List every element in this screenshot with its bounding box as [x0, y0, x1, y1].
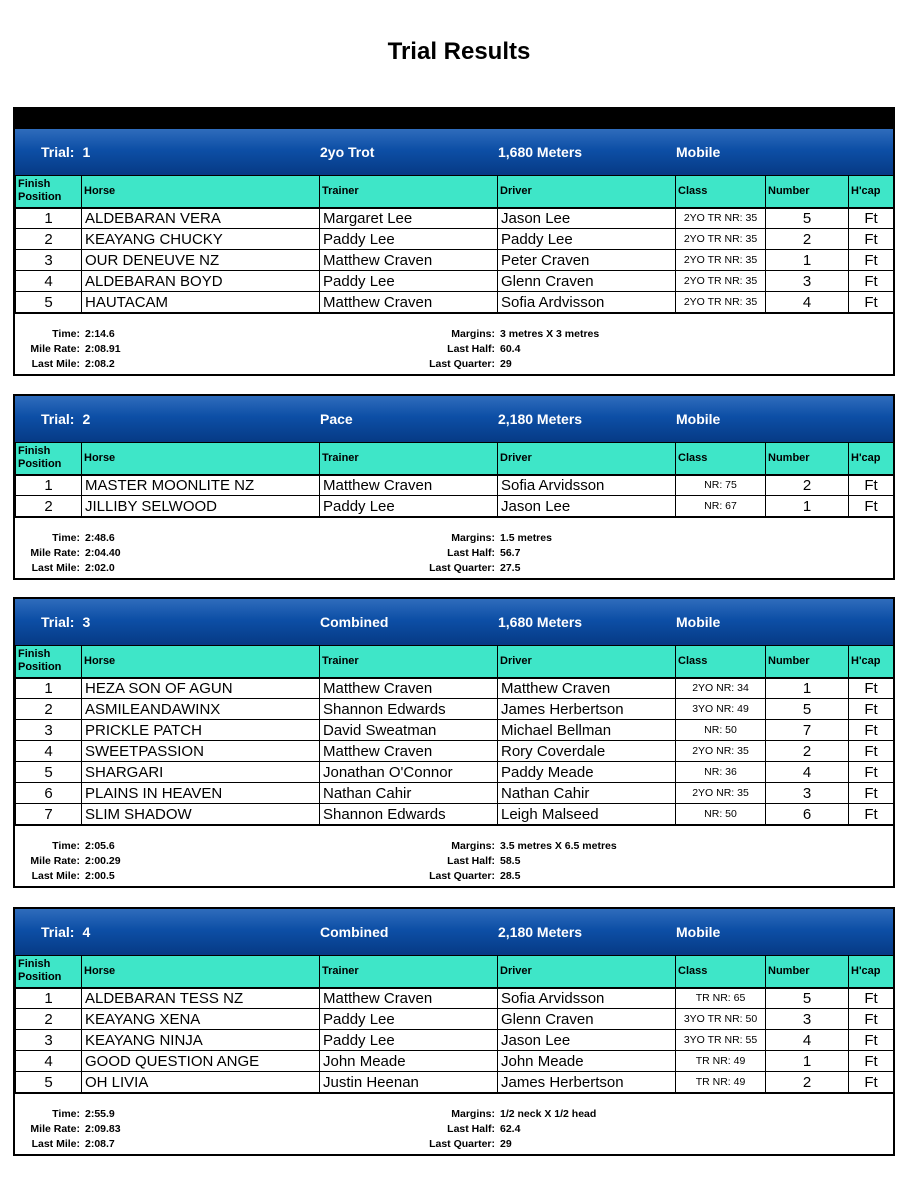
cell-class: NR: 75: [676, 475, 766, 496]
trial-section: [13, 907, 895, 1156]
cell-horse: JILLIBY SELWOOD: [82, 496, 320, 517]
stat-mile-rate-value: 2:09.83: [85, 1123, 121, 1135]
col-finish-position: Finish Position: [16, 443, 82, 475]
cell-class: NR: 36: [676, 762, 766, 783]
cell-class: TR NR: 65: [676, 988, 766, 1009]
cell-hcap: Ft: [849, 496, 894, 517]
cell-horse: ALDEBARAN BOYD: [82, 271, 320, 292]
trial-distance: 1,680 Meters: [498, 614, 583, 630]
cell-class: TR NR: 49: [676, 1051, 766, 1072]
trial-type: Pace: [320, 411, 353, 427]
cell-class: 2YO TR NR: 35: [676, 208, 766, 229]
trial-header: [15, 599, 893, 645]
stat-last-mile-label: Last Mile:: [31, 358, 80, 370]
col-number: Number: [766, 956, 849, 988]
cell-trainer: Matthew Craven: [320, 988, 498, 1009]
results-table: [15, 175, 894, 313]
col-number: Number: [766, 443, 849, 475]
stat-time: [21, 532, 115, 544]
cell-position: 1: [16, 475, 82, 496]
cell-trainer: Matthew Craven: [320, 741, 498, 762]
cell-driver: Paddy Lee: [498, 229, 676, 250]
col-number: Number: [766, 646, 849, 678]
table-row: [16, 762, 894, 783]
stat-last-half-value: 58.5: [500, 855, 521, 867]
cell-class: 2YO NR: 34: [676, 678, 766, 699]
cell-trainer: Paddy Lee: [320, 229, 498, 250]
col-horse: Horse: [82, 443, 320, 475]
cell-position: 4: [16, 741, 82, 762]
table-row: [16, 741, 894, 762]
stat-mile-rate-label: Mile Rate:: [30, 343, 80, 355]
stat-last-mile: [21, 870, 115, 882]
stat-last-quarter-value: 29: [500, 358, 512, 370]
col-horse: Horse: [82, 956, 320, 988]
col-trainer: Trainer: [320, 956, 498, 988]
cell-trainer: Paddy Lee: [320, 1009, 498, 1030]
stat-time-label: Time:: [52, 328, 80, 340]
cell-trainer: Matthew Craven: [320, 250, 498, 271]
col-hcap: H'cap: [849, 956, 894, 988]
table-header-row: [16, 956, 894, 988]
stat-margins-label: Margins:: [451, 1108, 495, 1120]
table-row: [16, 1009, 894, 1030]
cell-trainer: Nathan Cahir: [320, 783, 498, 804]
cell-hcap: Ft: [849, 804, 894, 825]
stat-time: [21, 840, 115, 852]
stat-last-quarter-label: Last Quarter:: [429, 870, 495, 882]
cell-hcap: Ft: [849, 720, 894, 741]
stat-last-quarter-label: Last Quarter:: [429, 562, 495, 574]
cell-hcap: Ft: [849, 229, 894, 250]
table-row: [16, 783, 894, 804]
cell-trainer: Matthew Craven: [320, 292, 498, 313]
cell-horse: GOOD QUESTION ANGE: [82, 1051, 320, 1072]
stat-margins: [395, 840, 617, 852]
cell-hcap: Ft: [849, 741, 894, 762]
cell-position: 3: [16, 1030, 82, 1051]
trial-distance: 1,680 Meters: [498, 144, 583, 160]
cell-driver: Nathan Cahir: [498, 783, 676, 804]
cell-number: 4: [766, 762, 849, 783]
cell-driver: John Meade: [498, 1051, 676, 1072]
cell-driver: Jason Lee: [498, 208, 676, 229]
trial-stats: [15, 1093, 893, 1154]
trial-stats: [15, 313, 893, 374]
cell-driver: Jason Lee: [498, 496, 676, 517]
cell-driver: Glenn Craven: [498, 271, 676, 292]
cell-trainer: Shannon Edwards: [320, 804, 498, 825]
stat-mile-rate-label: Mile Rate:: [30, 547, 80, 559]
stat-last-half-value: 56.7: [500, 547, 521, 559]
trial-start: Mobile: [676, 614, 721, 630]
trial-section: [13, 394, 895, 580]
table-row: [16, 292, 894, 313]
trial-header: [15, 129, 893, 175]
cell-number: 6: [766, 804, 849, 825]
cell-hcap: Ft: [849, 475, 894, 496]
stat-mile-rate-value: 2:00.29: [85, 855, 121, 867]
cell-hcap: Ft: [849, 783, 894, 804]
trial-header: [15, 396, 893, 442]
stat-time-value: 2:48.6: [85, 532, 115, 544]
cell-hcap: Ft: [849, 250, 894, 271]
cell-horse: OUR DENEUVE NZ: [82, 250, 320, 271]
cell-position: 2: [16, 229, 82, 250]
top-black-bar: [13, 107, 895, 129]
cell-position: 1: [16, 678, 82, 699]
col-horse: Horse: [82, 646, 320, 678]
trial-distance: 2,180 Meters: [498, 411, 583, 427]
page-title: Trial Results: [387, 38, 531, 65]
trial-type: 2yo Trot: [320, 144, 375, 160]
stat-last-mile-value: 2:08.7: [85, 1138, 115, 1150]
stat-last-half: [395, 855, 520, 867]
stat-last-half-label: Last Half:: [447, 343, 495, 355]
cell-class: NR: 50: [676, 804, 766, 825]
cell-horse: MASTER MOONLITE NZ: [82, 475, 320, 496]
stat-time-label: Time:: [52, 532, 80, 544]
table-row: [16, 678, 894, 699]
cell-trainer: Paddy Lee: [320, 271, 498, 292]
stat-last-half: [395, 1123, 520, 1135]
cell-hcap: Ft: [849, 988, 894, 1009]
cell-driver: Sofia Ardvisson: [498, 292, 676, 313]
stat-last-quarter-value: 27.5: [500, 562, 521, 574]
trial-start: Mobile: [676, 144, 721, 160]
cell-class: 2YO TR NR: 35: [676, 229, 766, 250]
table-header-row: [16, 646, 894, 678]
cell-position: 1: [16, 208, 82, 229]
cell-trainer: Shannon Edwards: [320, 699, 498, 720]
cell-hcap: Ft: [849, 1072, 894, 1093]
col-driver: Driver: [498, 176, 676, 208]
cell-number: 5: [766, 208, 849, 229]
col-finish-position: Finish Position: [16, 956, 82, 988]
col-hcap: H'cap: [849, 646, 894, 678]
trial-section: [13, 127, 895, 376]
cell-trainer: Jonathan O'Connor: [320, 762, 498, 783]
results-table: [15, 442, 894, 517]
col-driver: Driver: [498, 646, 676, 678]
cell-number: 1: [766, 1051, 849, 1072]
table-row: [16, 271, 894, 292]
table-header-row: [16, 176, 894, 208]
cell-horse: HAUTACAM: [82, 292, 320, 313]
col-trainer: Trainer: [320, 646, 498, 678]
cell-trainer: Matthew Craven: [320, 678, 498, 699]
cell-horse: ALDEBARAN TESS NZ: [82, 988, 320, 1009]
cell-hcap: Ft: [849, 1030, 894, 1051]
trial-stats: [15, 517, 893, 578]
stat-time-value: 2:05.6: [85, 840, 115, 852]
cell-number: 5: [766, 988, 849, 1009]
cell-driver: Rory Coverdale: [498, 741, 676, 762]
trial-number: 2: [82, 411, 91, 427]
stat-last-quarter-label: Last Quarter:: [429, 1138, 495, 1150]
stat-margins-value: 3.5 metres X 6.5 metres: [500, 840, 617, 852]
cell-position: 3: [16, 250, 82, 271]
col-class: Class: [676, 443, 766, 475]
cell-number: 1: [766, 250, 849, 271]
table-row: [16, 1030, 894, 1051]
stat-mile-rate: [21, 547, 121, 559]
trial-stats: [15, 825, 893, 886]
table-row: [16, 208, 894, 229]
table-row: [16, 496, 894, 517]
cell-number: 2: [766, 475, 849, 496]
cell-hcap: Ft: [849, 678, 894, 699]
cell-hcap: Ft: [849, 1051, 894, 1072]
stat-last-quarter: [395, 870, 520, 882]
cell-trainer: Margaret Lee: [320, 208, 498, 229]
cell-driver: Matthew Craven: [498, 678, 676, 699]
stat-last-mile: [21, 562, 115, 574]
table-row: [16, 250, 894, 271]
cell-driver: Jason Lee: [498, 1030, 676, 1051]
table-row: [16, 988, 894, 1009]
col-horse: Horse: [82, 176, 320, 208]
cell-position: 4: [16, 271, 82, 292]
trial-number: 1: [82, 144, 91, 160]
col-class: Class: [676, 646, 766, 678]
cell-horse: KEAYANG NINJA: [82, 1030, 320, 1051]
cell-position: 2: [16, 496, 82, 517]
col-hcap: H'cap: [849, 443, 894, 475]
col-driver: Driver: [498, 956, 676, 988]
trial-type: Combined: [320, 924, 389, 940]
stat-last-mile-value: 2:00.5: [85, 870, 115, 882]
cell-number: 2: [766, 229, 849, 250]
col-number: Number: [766, 176, 849, 208]
stat-margins: [395, 328, 599, 340]
col-trainer: Trainer: [320, 443, 498, 475]
stat-last-quarter-value: 28.5: [500, 870, 521, 882]
stat-last-mile: [21, 358, 115, 370]
trial-label: Trial:: [41, 924, 75, 940]
cell-horse: ASMILEANDAWINX: [82, 699, 320, 720]
cell-number: 3: [766, 783, 849, 804]
cell-driver: Sofia Arvidsson: [498, 988, 676, 1009]
stat-mile-rate-label: Mile Rate:: [30, 855, 80, 867]
cell-hcap: Ft: [849, 292, 894, 313]
cell-driver: Michael Bellman: [498, 720, 676, 741]
trial-number: 3: [82, 614, 91, 630]
cell-position: 6: [16, 783, 82, 804]
stat-last-half: [395, 547, 520, 559]
table-row: [16, 720, 894, 741]
cell-horse: KEAYANG XENA: [82, 1009, 320, 1030]
stat-last-quarter-value: 29: [500, 1138, 512, 1150]
cell-class: 2YO NR: 35: [676, 741, 766, 762]
cell-class: 2YO TR NR: 35: [676, 292, 766, 313]
col-hcap: H'cap: [849, 176, 894, 208]
cell-horse: SHARGARI: [82, 762, 320, 783]
stat-margins-label: Margins:: [451, 328, 495, 340]
stat-mile-rate: [21, 1123, 121, 1135]
stat-time: [21, 328, 115, 340]
stat-mile-rate-label: Mile Rate:: [30, 1123, 80, 1135]
stat-last-quarter: [395, 1138, 512, 1150]
cell-position: 7: [16, 804, 82, 825]
cell-horse: SWEETPASSION: [82, 741, 320, 762]
cell-horse: PLAINS IN HEAVEN: [82, 783, 320, 804]
cell-driver: Paddy Meade: [498, 762, 676, 783]
stat-last-mile-label: Last Mile:: [31, 1138, 80, 1150]
trial-number: 4: [82, 924, 91, 940]
cell-horse: OH LIVIA: [82, 1072, 320, 1093]
cell-hcap: Ft: [849, 271, 894, 292]
cell-number: 1: [766, 496, 849, 517]
cell-number: 3: [766, 271, 849, 292]
cell-position: 2: [16, 699, 82, 720]
cell-class: 3YO NR: 49: [676, 699, 766, 720]
cell-trainer: Matthew Craven: [320, 475, 498, 496]
cell-horse: PRICKLE PATCH: [82, 720, 320, 741]
cell-trainer: John Meade: [320, 1051, 498, 1072]
stat-mile-rate-value: 2:08.91: [85, 343, 121, 355]
cell-number: 4: [766, 292, 849, 313]
cell-hcap: Ft: [849, 1009, 894, 1030]
cell-position: 5: [16, 762, 82, 783]
stat-last-half-value: 60.4: [500, 343, 521, 355]
cell-class: NR: 50: [676, 720, 766, 741]
cell-number: 2: [766, 741, 849, 762]
cell-hcap: Ft: [849, 208, 894, 229]
col-class: Class: [676, 956, 766, 988]
stat-last-mile-label: Last Mile:: [31, 870, 80, 882]
stat-margins-value: 3 metres X 3 metres: [500, 328, 600, 340]
cell-driver: Peter Craven: [498, 250, 676, 271]
stat-margins: [395, 1108, 596, 1120]
stat-margins-label: Margins:: [451, 532, 495, 544]
cell-horse: ALDEBARAN VERA: [82, 208, 320, 229]
stat-last-half-value: 62.4: [500, 1123, 521, 1135]
table-row: [16, 699, 894, 720]
table-row: [16, 1051, 894, 1072]
cell-position: 2: [16, 1009, 82, 1030]
cell-class: TR NR: 49: [676, 1072, 766, 1093]
stat-mile-rate: [21, 343, 121, 355]
trial-type: Combined: [320, 614, 389, 630]
cell-driver: James Herbertson: [498, 699, 676, 720]
trial-section: [13, 597, 895, 888]
cell-position: 4: [16, 1051, 82, 1072]
stat-time: [21, 1108, 115, 1120]
stat-margins: [395, 532, 552, 544]
cell-trainer: Paddy Lee: [320, 1030, 498, 1051]
table-row: [16, 1072, 894, 1093]
col-finish-position: Finish Position: [16, 646, 82, 678]
cell-position: 5: [16, 1072, 82, 1093]
cell-number: 4: [766, 1030, 849, 1051]
cell-number: 2: [766, 1072, 849, 1093]
cell-trainer: Paddy Lee: [320, 496, 498, 517]
table-header-row: [16, 443, 894, 475]
cell-horse: KEAYANG CHUCKY: [82, 229, 320, 250]
stat-last-mile-label: Last Mile:: [31, 562, 80, 574]
cell-class: NR: 67: [676, 496, 766, 517]
cell-horse: HEZA SON OF AGUN: [82, 678, 320, 699]
cell-trainer: David Sweatman: [320, 720, 498, 741]
stat-margins-label: Margins:: [451, 840, 495, 852]
cell-class: 2YO NR: 35: [676, 783, 766, 804]
stat-margins-value: 1/2 neck X 1/2 head: [500, 1108, 597, 1120]
cell-class: 3YO TR NR: 55: [676, 1030, 766, 1051]
stat-last-half-label: Last Half:: [447, 547, 495, 559]
stat-mile-rate-value: 2:04.40: [85, 547, 121, 559]
stat-last-quarter: [395, 562, 520, 574]
stat-last-mile: [21, 1138, 115, 1150]
cell-number: 5: [766, 699, 849, 720]
stat-margins-value: 1.5 metres: [500, 532, 552, 544]
cell-position: 3: [16, 720, 82, 741]
cell-driver: James Herbertson: [498, 1072, 676, 1093]
table-row: [16, 475, 894, 496]
cell-position: 5: [16, 292, 82, 313]
stat-last-mile-value: 2:08.2: [85, 358, 115, 370]
cell-number: 1: [766, 678, 849, 699]
trial-start: Mobile: [676, 924, 721, 940]
cell-driver: Leigh Malseed: [498, 804, 676, 825]
cell-class: 2YO TR NR: 35: [676, 250, 766, 271]
results-table: [15, 645, 894, 825]
trial-distance: 2,180 Meters: [498, 924, 583, 940]
table-row: [16, 804, 894, 825]
col-class: Class: [676, 176, 766, 208]
cell-horse: SLIM SHADOW: [82, 804, 320, 825]
trial-start: Mobile: [676, 411, 721, 427]
stat-time-label: Time:: [52, 1108, 80, 1120]
results-table: [15, 955, 894, 1093]
cell-class: 2YO TR NR: 35: [676, 271, 766, 292]
col-driver: Driver: [498, 443, 676, 475]
cell-number: 7: [766, 720, 849, 741]
cell-driver: Sofia Arvidsson: [498, 475, 676, 496]
cell-driver: Glenn Craven: [498, 1009, 676, 1030]
table-row: [16, 229, 894, 250]
stat-last-half: [395, 343, 520, 355]
stat-time-value: 2:55.9: [85, 1108, 115, 1120]
stat-last-half-label: Last Half:: [447, 855, 495, 867]
stat-time-value: 2:14.6: [85, 328, 115, 340]
trial-label: Trial:: [41, 614, 75, 630]
stat-last-quarter: [395, 358, 512, 370]
col-finish-position: Finish Position: [16, 176, 82, 208]
cell-number: 3: [766, 1009, 849, 1030]
stat-last-quarter-label: Last Quarter:: [429, 358, 495, 370]
stat-last-half-label: Last Half:: [447, 1123, 495, 1135]
trial-label: Trial:: [41, 144, 75, 160]
cell-hcap: Ft: [849, 762, 894, 783]
cell-position: 1: [16, 988, 82, 1009]
stat-last-mile-value: 2:02.0: [85, 562, 115, 574]
cell-hcap: Ft: [849, 699, 894, 720]
trial-header: [15, 909, 893, 955]
cell-trainer: Justin Heenan: [320, 1072, 498, 1093]
cell-class: 3YO TR NR: 50: [676, 1009, 766, 1030]
col-trainer: Trainer: [320, 176, 498, 208]
stat-time-label: Time:: [52, 840, 80, 852]
trial-label: Trial:: [41, 411, 75, 427]
stat-mile-rate: [21, 855, 121, 867]
